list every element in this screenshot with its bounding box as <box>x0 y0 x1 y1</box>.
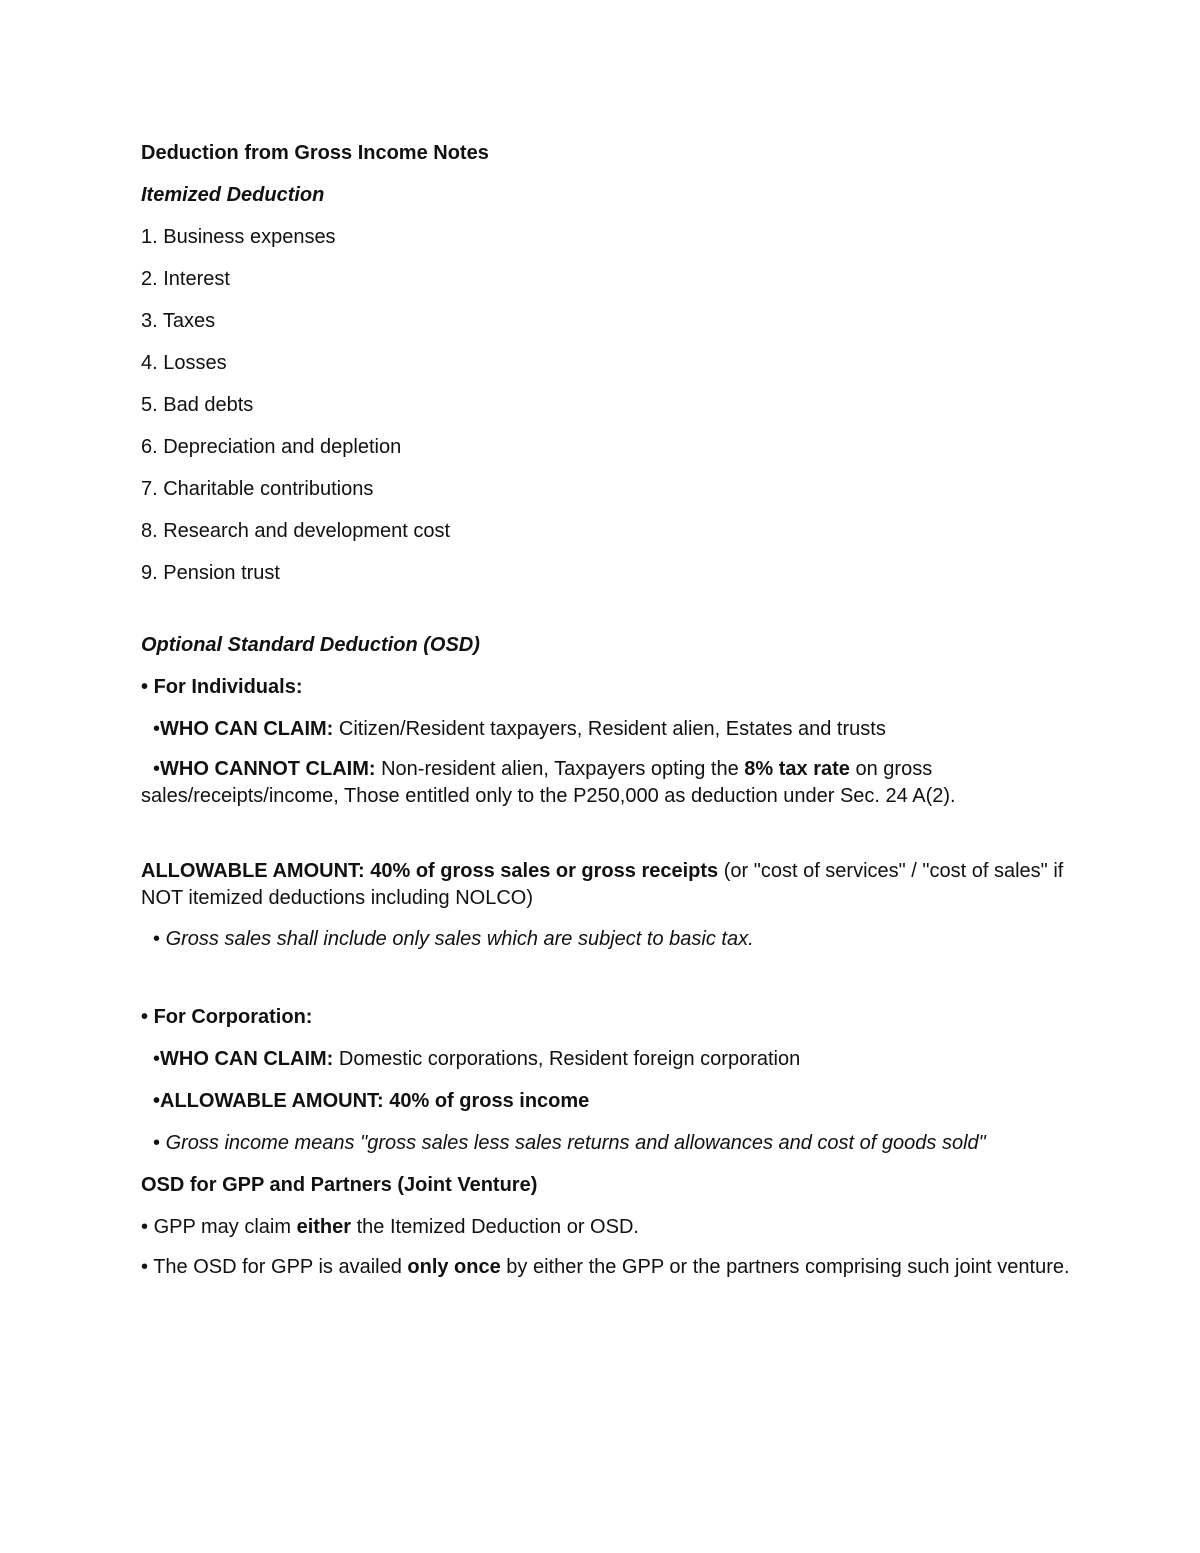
osd-heading: Optional Standard Deduction (OSD) <box>141 634 480 656</box>
list-item: 4. Losses <box>141 352 227 374</box>
corporation-label <box>141 1002 1071 1032</box>
gpp-line-2-bold: only once <box>407 1256 501 1278</box>
bullet: • <box>153 758 161 780</box>
list-item: 5. Bad debts <box>141 394 254 416</box>
corporation-who-can-claim <box>141 1044 1071 1074</box>
corp-who-can-claim-text: Domestic corporations, Resident foreign corporation <box>333 1048 801 1070</box>
gross-sales-note-text: Gross sales shall include only sales which are subject to basic tax. <box>165 928 754 950</box>
bullet: • <box>153 1048 161 1070</box>
gross-income-note-text: Gross income means "gross sales less sales returns and allowances and cost of goods sold" <box>165 1132 986 1154</box>
allowable-amount-bold: ALLOWABLE AMOUNT: 40% of gross sales or gross receipts <box>141 860 719 882</box>
bullet: • <box>141 1216 149 1238</box>
gpp-line-2 <box>141 1254 1071 1281</box>
who-can-claim-text: Citizen/Resident taxpayers, Resident alien, Estates and trusts <box>333 718 886 740</box>
corporation-label-text: For Corporation: <box>153 1006 313 1028</box>
corp-who-can-claim-label: WHO CAN CLAIM: <box>160 1048 334 1070</box>
gpp-heading: OSD for GPP and Partners (Joint Venture) <box>141 1174 538 1196</box>
individuals-who-cannot-claim <box>141 756 1071 810</box>
bullet: • <box>141 1006 149 1028</box>
list-item: 2. Interest <box>141 268 230 290</box>
who-can-claim-label: WHO CAN CLAIM: <box>160 718 334 740</box>
who-cannot-claim-label: WHO CANNOT CLAIM: <box>160 758 376 780</box>
list-item: 3. Taxes <box>141 310 216 332</box>
list-item: 1. Business expenses <box>141 226 336 248</box>
tax-rate-bold: 8% tax rate <box>744 758 850 780</box>
bullet: • <box>153 928 161 950</box>
list-item: 8. Research and development cost <box>141 520 451 542</box>
gpp-line-1-bold: either <box>296 1216 352 1238</box>
page-title: Deduction from Gross Income Notes <box>141 142 489 164</box>
bullet: • <box>153 1090 161 1112</box>
gpp-line-2-a: The OSD for GPP is availed <box>148 1256 408 1278</box>
individuals-label-text: For Individuals: <box>153 676 303 698</box>
gross-income-note <box>141 1128 1071 1158</box>
bullet: • <box>153 1132 161 1154</box>
bullet: • <box>141 1256 149 1278</box>
list-item: 9. Pension trust <box>141 562 280 584</box>
itemized-list <box>141 222 1071 588</box>
allowable-amount-text: (or "cost of services" / "cost of sales" if NOT itemized deductions including NOLCO) <box>141 860 1064 909</box>
gpp-line-1-a: GPP may claim <box>148 1216 297 1238</box>
bullet: • <box>153 718 161 740</box>
document-page <box>141 138 1071 1293</box>
bullet: • <box>141 676 149 698</box>
gross-sales-note <box>141 924 1071 954</box>
who-cannot-claim-text-1: Non-resident alien, Taxpayers opting the <box>375 758 745 780</box>
individuals-who-can-claim <box>141 714 1071 744</box>
gpp-line-2-b: by either the GPP or the partners comprising such joint venture. <box>500 1256 1070 1278</box>
corporation-allowable-amount <box>141 1086 1071 1116</box>
list-item: 7. Charitable contributions <box>141 478 374 500</box>
list-item: 6. Depreciation and depletion <box>141 436 402 458</box>
itemized-heading: Itemized Deduction <box>141 184 325 206</box>
corp-allowable-amount-text: ALLOWABLE AMOUNT: 40% of gross income <box>160 1090 590 1112</box>
individuals-label <box>141 672 1071 702</box>
gpp-line-1-b: the Itemized Deduction or OSD. <box>351 1216 639 1238</box>
gpp-line-1 <box>141 1212 1071 1242</box>
who-cannot-claim-text-2: on gross sales/receipts/income, Those entitled only to the P250,000 as deduction under Sec. 24 A(2). <box>141 758 956 807</box>
allowable-amount <box>141 858 1071 912</box>
